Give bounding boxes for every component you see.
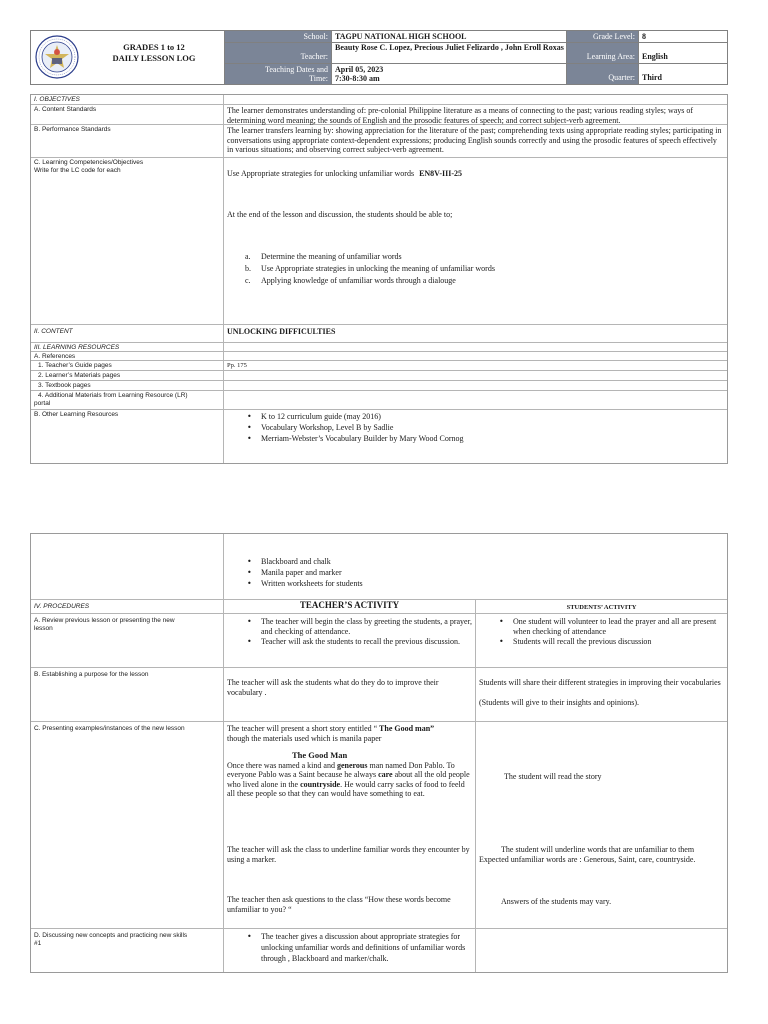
- learners-materials-label: 2. Learner’s Materials pages: [31, 371, 224, 380]
- discussing-concepts-row: [31, 929, 727, 972]
- content-standards-row: [31, 105, 727, 125]
- other-resources-label: B. Other Learning Resources: [31, 410, 224, 463]
- objective-item: [227, 263, 707, 275]
- story-text: Once there was named a kind and: [227, 760, 337, 770]
- performance-standards-label: B. Performance Standards: [31, 125, 224, 157]
- competencies-label-line1: C. Learning Competencies/Objectives: [34, 159, 144, 166]
- presenting-teacher-activity: [224, 722, 476, 928]
- procedures-label: IV. PROCEDURES: [31, 600, 224, 613]
- competencies-label: [31, 158, 224, 324]
- content-standards-text: The learner demonstrates understanding of: pre-colonial Philippine literature as a means of connecting to the past; various reading styles; ways of determining word meaning; the sounds of English and the prosodic features of speech; and correct subject-verb agreement.: [227, 106, 694, 125]
- resource-item: • Merriam-Webster’s Vocabulary Builder by Mary Wood Cornog: [227, 433, 724, 444]
- procedures-table: [30, 533, 728, 973]
- content-standards-label: A. Content Standards: [31, 105, 224, 124]
- references-row: [31, 352, 727, 361]
- additional-materials-label-line1: 4. Additional Materials from Learning Resource (LR): [38, 392, 188, 399]
- review-lesson-label-line2: lesson: [34, 625, 53, 632]
- teaching-dates-label: [225, 64, 332, 84]
- teachers-guide-label: 1. Teacher’s Guide pages: [31, 361, 224, 370]
- students-activity-item: • One student will volunteer to lead the prayer and all are present when checking of attendance: [479, 617, 724, 637]
- objectives-list: [227, 251, 707, 287]
- unfamiliar-question: The teacher then ask questions to the class “How these words become unfamiliar to you? “: [227, 895, 451, 914]
- story-text: about all the old people who lived alone in the: [227, 770, 470, 789]
- teaching-dates-label-line2: Time:: [309, 74, 328, 83]
- resources-row: [31, 343, 727, 352]
- material-item: • Written worksheets for students: [227, 578, 724, 589]
- quarter-value: Third: [642, 73, 663, 82]
- competency-text: Use Appropriate strategies for unlocking unfamiliar words: [227, 169, 415, 178]
- performance-standards-text: The learner transfers learning by: showing appreciation for the literature of the past; comprehending texts using appropriate reading styles; participating in conversations using appropriate context-dependent expressions; producing English sounds correctly and using the prosodic features of speech effectively in various situations; and observing correct subject-verb agreement.: [227, 126, 722, 154]
- objectives-heading: I. OBJECTIVES: [31, 95, 224, 104]
- teachers-guide-value: Pp. 175: [227, 362, 247, 369]
- review-lesson-label-line1: A. Review previous lesson or presenting the new: [34, 617, 175, 624]
- students-activity-header: STUDENTS’ ACTIVITY: [566, 604, 637, 611]
- competency-statement: [227, 169, 462, 179]
- teachers-guide-row: [31, 361, 727, 371]
- objective-text: Determine the meaning of unfamiliar words: [261, 252, 402, 261]
- discussing-students-activity: [476, 929, 727, 972]
- performance-standards-row: [31, 125, 727, 158]
- competencies-content: [224, 158, 727, 324]
- story-intro: [227, 724, 472, 734]
- story-text: . He would carry sacks of food to feeld all these people so that they can would have something to eat.: [227, 779, 465, 798]
- purpose-row: [31, 668, 727, 722]
- material-item: • Manila paper and marker: [227, 567, 724, 578]
- competencies-row: [31, 158, 727, 325]
- story-text: man named Don Pablo. To everyone Pablo was a Saint because he always: [227, 760, 455, 779]
- students-answers: Answers of the students may vary.: [501, 897, 612, 906]
- students-underline-text: The student will underline words that are unfamiliar to them: [501, 845, 695, 854]
- review-lesson-label: [31, 614, 224, 667]
- teacher-activity-item: • Teacher will ask the students to recall the previous discussion.: [227, 637, 472, 647]
- objective-item: [227, 251, 707, 263]
- resource-item: • Vocabulary Workshop, Level B by Sadlie: [227, 422, 724, 433]
- school-label: School:: [225, 31, 332, 42]
- objective-item: [227, 275, 707, 287]
- resources-label: III. LEARNING RESOURCES: [31, 343, 224, 351]
- presenting-examples-row: [31, 722, 727, 929]
- textbook-row: [31, 381, 727, 391]
- other-resources-list: [227, 411, 724, 444]
- material-item: • Blackboard and chalk: [227, 556, 724, 567]
- purpose-students-note: (Students will give to their insights and opinions).: [479, 697, 639, 707]
- teaching-dates-label-line1: Teaching Dates and: [265, 65, 328, 74]
- discussing-concepts-label-line1: D. Discussing new concepts and practicing new skills: [34, 932, 188, 939]
- teaching-date: April 05, 2023: [335, 65, 384, 74]
- learners-materials-row: [31, 371, 727, 381]
- teaching-dates-value: [332, 64, 567, 84]
- grade-level-label: Grade Level:: [567, 31, 639, 42]
- lesson-log-header: [30, 30, 728, 85]
- materials-label-cell: [31, 534, 224, 599]
- discussing-concepts-label-line2: #1: [34, 940, 42, 947]
- materials-row: [31, 534, 727, 600]
- resource-item: • K to 12 curriculum guide (may 2016): [227, 411, 724, 422]
- objective-marker: a.: [245, 252, 251, 261]
- objectives-lead-in: At the end of the lesson and discussion, the students should be able to;: [227, 210, 453, 219]
- objective-text: Use Appropriate strategies in unlocking the meaning of unfamiliar words: [261, 264, 495, 273]
- purpose-teacher-activity: The teacher will ask the students what do they do to improve their vocabulary .: [224, 668, 476, 721]
- procedures-header-row: [31, 600, 727, 614]
- story-intro-title: The Good man”: [377, 724, 435, 733]
- objective-marker: b.: [245, 264, 251, 273]
- materials-list: [227, 556, 724, 589]
- references-label: A. References: [31, 352, 224, 360]
- students-read-story: The student will read the story: [504, 772, 602, 781]
- discussing-concepts-label: [31, 929, 224, 972]
- story-word-generous: generous: [336, 760, 368, 770]
- students-activity-item: • Students will recall the previous discussion: [479, 637, 724, 647]
- story-body: [227, 761, 472, 799]
- story-word-care: care: [378, 770, 393, 779]
- other-resources-row: [31, 410, 727, 463]
- teacher-activity-header: TEACHER’S ACTIVITY: [224, 600, 476, 613]
- deped-seal-icon: [35, 35, 79, 79]
- purpose-students-text: Students will share their different strategies in improving their vocabularies: [479, 678, 721, 687]
- presenting-students-activity: [476, 722, 727, 928]
- dates-row: [225, 64, 728, 84]
- discussing-teacher-list: [227, 931, 472, 964]
- teacher-value: Beauty Rose C. Lopez, Precious Juliet Felizardo , John Eroll Roxas: [332, 43, 567, 63]
- teacher-activity-item: • The teacher will begin the class by greeting the students, a prayer, and checking of attendance.: [227, 617, 472, 637]
- purpose-label: B. Establishing a purpose for the lesson: [31, 668, 224, 721]
- additional-materials-label: [31, 391, 224, 409]
- school-value: TAGPU NATIONAL HIGH SCHOOL: [332, 31, 567, 42]
- objectives-row: [31, 95, 727, 105]
- objective-text: Applying knowledge of unfamiliar words through a dialouge: [261, 276, 456, 285]
- review-lesson-row: [31, 614, 727, 668]
- review-students-list: [479, 617, 724, 647]
- daily-lesson-log-title: DAILY LESSON LOG: [112, 53, 196, 63]
- teacher-row: [225, 43, 728, 64]
- header-logo-cell: [31, 31, 225, 84]
- additional-materials-label-line2: portal: [34, 400, 51, 407]
- story-intro-materials: though the materials used which is manila paper: [227, 733, 382, 743]
- students-underline-words: [479, 845, 724, 864]
- materials-content: [224, 534, 727, 599]
- discussing-teacher-activity: [224, 929, 476, 972]
- review-teacher-activity: [224, 614, 476, 667]
- story-word-countryside: countryside: [300, 779, 341, 789]
- grades-title: GRADES 1 to 12: [123, 42, 185, 52]
- teacher-activity-item: • The teacher gives a discussion about appropriate strategies for unlocking unfamiliar words and definitions of unfamiliar words through , Blackboard and marker/chalk.: [227, 931, 472, 964]
- content-label: II. CONTENT: [31, 325, 224, 342]
- purpose-students-activity: [476, 668, 727, 721]
- content-row: [31, 325, 727, 343]
- expected-unfamiliar-words: Expected unfamiliar words are : Generous, Saint, care, countryside.: [479, 854, 696, 864]
- objectives-table: [30, 94, 728, 464]
- objective-marker: c.: [245, 276, 251, 285]
- quarter-label: Quarter:: [567, 64, 639, 84]
- competency-code: EN8V-III-25: [419, 169, 463, 178]
- school-row: [225, 31, 728, 43]
- competencies-label-line2: Write for the LC code for each: [34, 167, 121, 174]
- story-title: The Good Man: [292, 750, 348, 760]
- learning-area-label: Learning Area:: [567, 43, 639, 63]
- presenting-examples-label: C. Presenting examples/instances of the new lesson: [31, 722, 224, 928]
- learning-area-value: English: [642, 52, 668, 61]
- content-value: UNLOCKING DIFFICULTIES: [227, 327, 336, 336]
- story-intro-text: The teacher will present a short story entitled “: [227, 724, 378, 733]
- teacher-label: Teacher:: [225, 43, 332, 63]
- grade-level-value: 8: [642, 32, 646, 41]
- review-teacher-list: [227, 617, 472, 647]
- other-resources-content: [224, 410, 727, 463]
- textbook-label: 3. Textbook pages: [31, 381, 224, 390]
- teaching-time: 7:30-8:30 am: [335, 74, 380, 83]
- underline-instruction: The teacher will ask the class to underline familiar words they encounter by using a marker.: [227, 845, 470, 864]
- review-students-activity: [476, 614, 727, 667]
- additional-materials-row: [31, 391, 727, 410]
